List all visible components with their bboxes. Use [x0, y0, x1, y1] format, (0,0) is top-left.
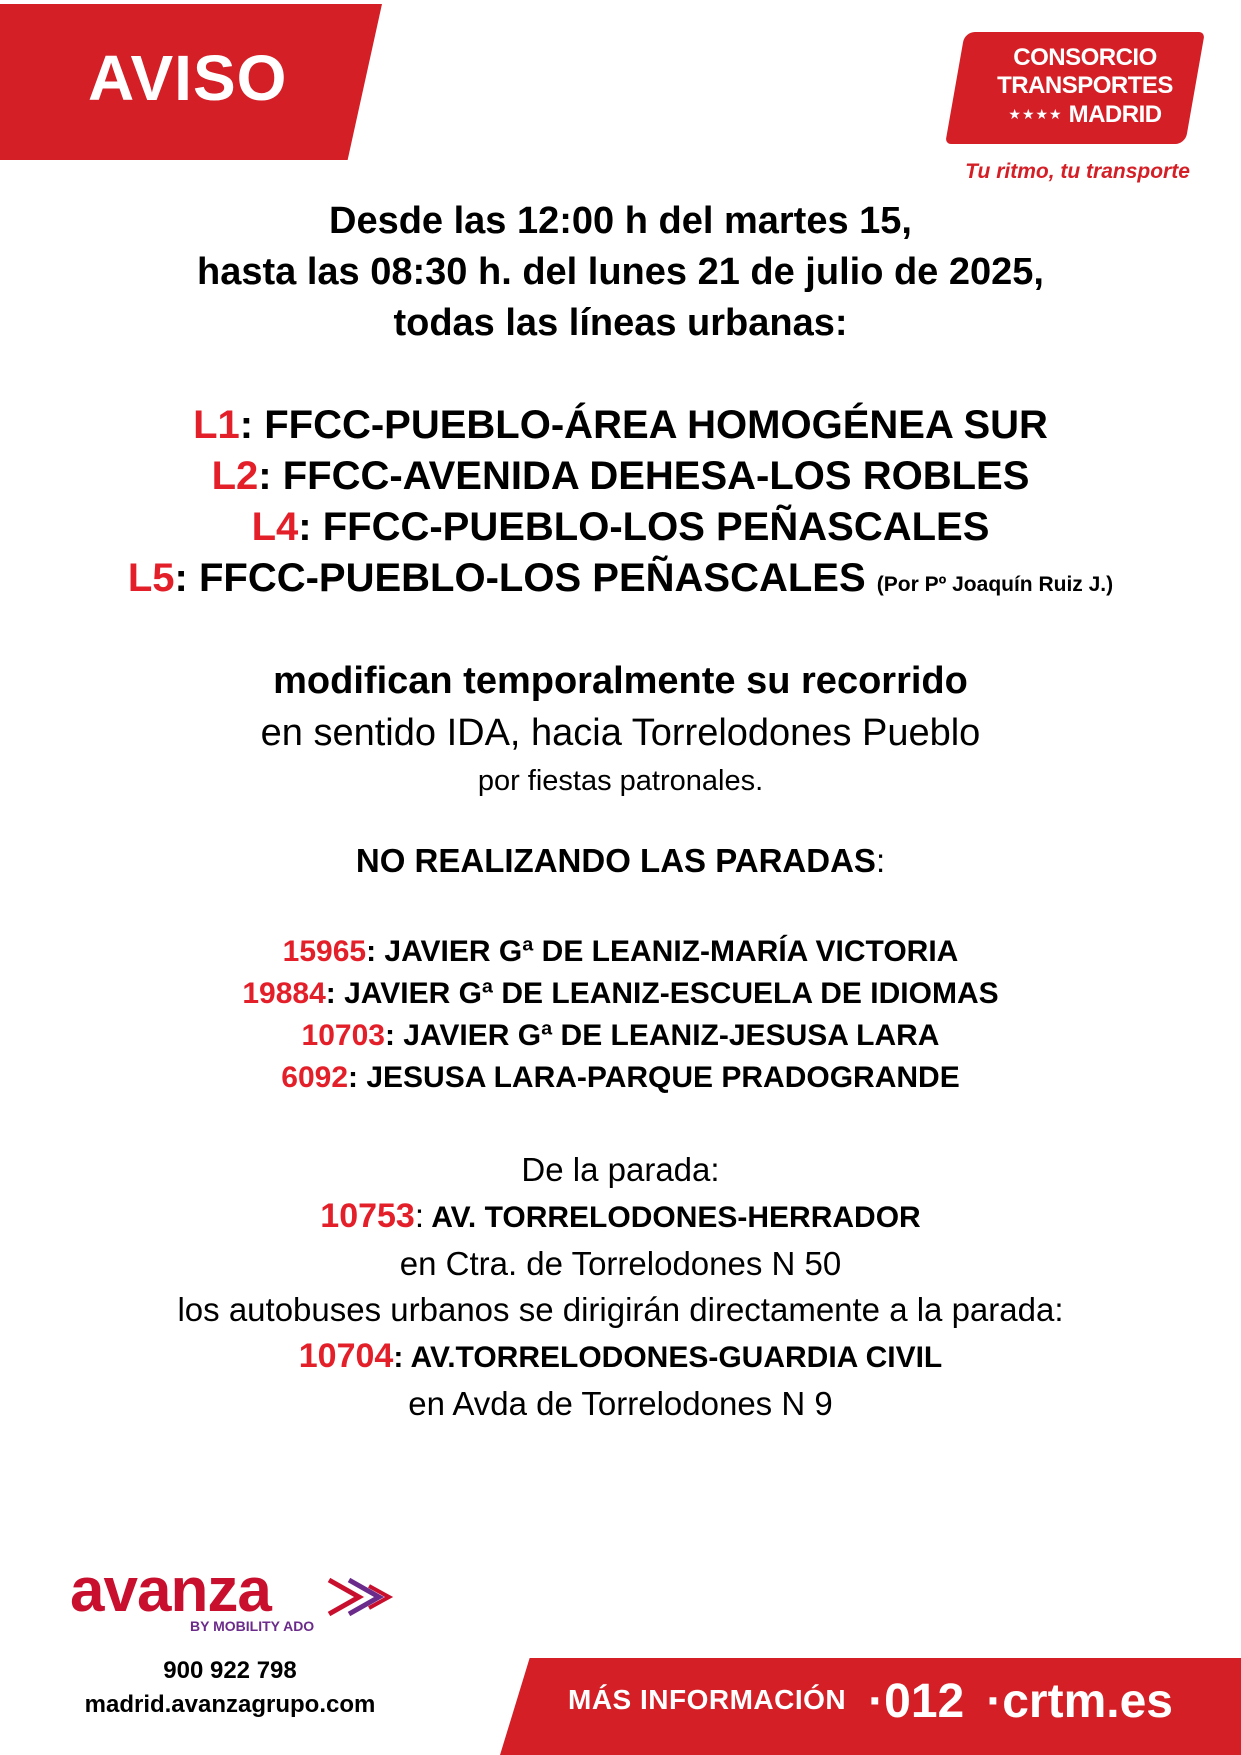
stop-item: [0, 931, 1241, 973]
detour-block: [0, 1147, 1241, 1427]
detour-to-code: 10704: [298, 1337, 394, 1375]
detour-middle: los autobuses urbanos se dirigirán directamente a la parada:: [177, 1291, 1064, 1328]
detour-from-code: 10753: [320, 1197, 415, 1235]
line-item: [0, 400, 1241, 451]
info-phone: ·012: [868, 1675, 965, 1728]
crtm-logo-text: [975, 44, 1195, 129]
avanza-phone: 900 922 798: [163, 1657, 297, 1684]
stop-name: : JAVIER Gª DE LEANIZ-MARÍA VICTORIA: [366, 935, 959, 968]
stop-name: : JAVIER Gª DE LEANIZ-ESCUELA DE IDIOMAS: [325, 977, 999, 1010]
stop-item: [0, 973, 1241, 1015]
detour-from-stop: [0, 1193, 1241, 1241]
crtm-tagline: Tu ritmo, tu transporte: [965, 160, 1190, 183]
line-code: L1: [193, 403, 240, 447]
lines-list: [0, 400, 1241, 610]
modification-direction: en sentido IDA, hacia Torrelodones Pueblo: [260, 712, 981, 754]
stop-code: 19884: [242, 977, 326, 1010]
line-code: L5: [127, 556, 175, 600]
detour-to-stop: [0, 1333, 1241, 1381]
detour-from-label: De la parada:: [521, 1151, 720, 1188]
no-stops-text: NO REALIZANDO LAS PARADAS: [355, 842, 876, 879]
line-name: : FFCC-PUEBLO-LOS PEÑASCALES: [298, 505, 990, 549]
avanza-web: madrid.avanzagrupo.com: [84, 1691, 376, 1718]
stop-code: 15965: [282, 935, 367, 968]
stops-list: [0, 931, 1241, 1099]
stop-item: [0, 1057, 1241, 1099]
intro-block: [0, 196, 1241, 349]
stop-name: : JESUSA LARA-PARQUE PRADOGRANDE: [348, 1061, 960, 1094]
line-note: (Por Pº Joaquín Ruiz J.): [876, 573, 1114, 596]
modification-block: [0, 655, 1241, 803]
line-item: [0, 502, 1241, 553]
line-code: L2: [211, 454, 259, 498]
avanza-subtitle: BY MOBILITY ADO: [190, 1618, 315, 1634]
crtm-stars-icon: ★★★★: [1008, 106, 1063, 122]
info-web: ·crtm.es: [986, 1675, 1173, 1728]
info-text: [568, 1674, 1173, 1729]
no-stops-colon: :: [875, 842, 886, 879]
info-label: MÁS INFORMACIÓN: [568, 1684, 847, 1715]
line-code: L4: [251, 505, 299, 549]
stop-item: [0, 1015, 1241, 1057]
avanza-contact: [70, 1654, 390, 1722]
no-stops-heading: [0, 842, 1241, 880]
modification-reason: por fiestas patronales.: [477, 765, 764, 797]
avanza-logo: [70, 1556, 400, 1640]
aviso-title: AVISO: [88, 42, 288, 114]
stop-name: : JAVIER Gª DE LEANIZ-JESUSA LARA: [384, 1019, 940, 1052]
line-item: [0, 451, 1241, 502]
intro-line: todas las líneas urbanas:: [393, 302, 848, 344]
intro-line: Desde las 12:00 h del martes 15,: [329, 200, 912, 242]
line-name: : FFCC-AVENIDA DEHESA-LOS ROBLES: [258, 454, 1030, 498]
detour-from-colon: :: [414, 1197, 424, 1234]
line-name: : FFCC-PUEBLO-ÁREA HOMOGÉNEA SUR: [239, 403, 1048, 447]
intro-line: hasta las 08:30 h. del lunes 21 de julio de 2025,: [197, 251, 1044, 293]
crtm-line-1: CONSORCIO: [1013, 44, 1157, 71]
modification-title: modifican temporalmente su recorrido: [273, 660, 968, 702]
detour-to-address: en Avda de Torrelodones N 9: [408, 1385, 833, 1422]
detour-from-name: AV. TORRELODONES-HERRADOR: [424, 1201, 921, 1234]
crtm-line-3: MADRID: [1068, 101, 1162, 128]
avanza-wordmark: avanza: [70, 1556, 271, 1625]
crtm-line-2: TRANSPORTES: [997, 72, 1173, 99]
detour-to-name: : AV.TORRELODONES-GUARDIA CIVIL: [393, 1341, 943, 1374]
stop-code: 6092: [281, 1061, 349, 1094]
crtm-line-3-wrap: [975, 100, 1195, 129]
line-item: [0, 553, 1241, 610]
stop-code: 10703: [301, 1019, 385, 1052]
detour-from-address: en Ctra. de Torrelodones N 50: [399, 1245, 842, 1282]
avanza-arrows-icon: [325, 1574, 397, 1620]
line-name: : FFCC-PUEBLO-LOS PEÑASCALES: [174, 556, 866, 600]
